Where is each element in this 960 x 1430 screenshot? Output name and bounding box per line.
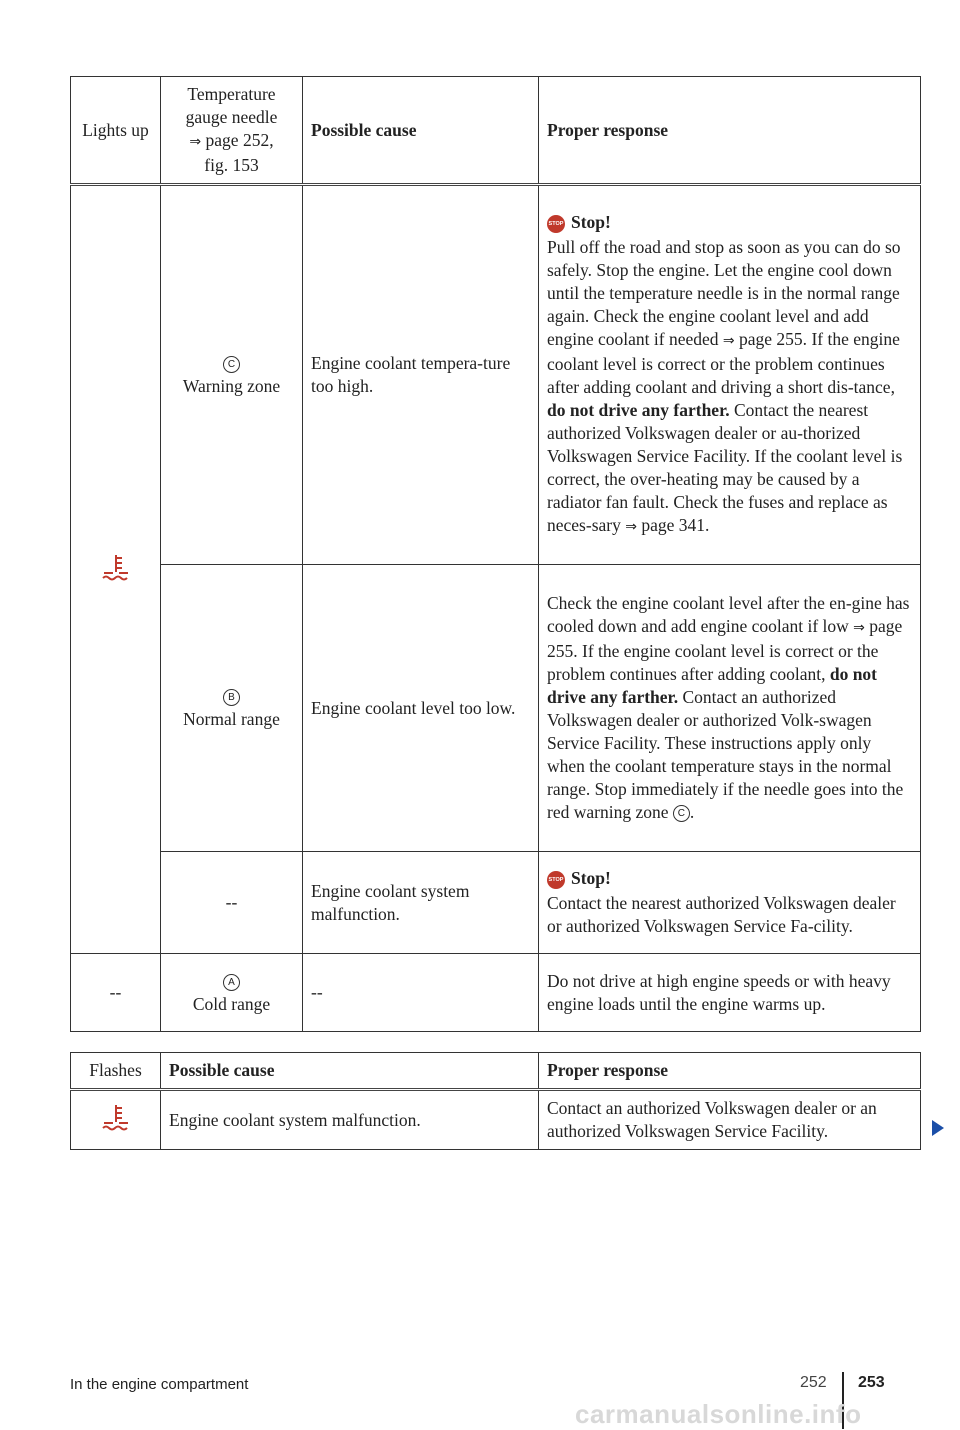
table-row: [71, 185, 921, 565]
circle-letter-c-icon: C: [223, 356, 240, 373]
gauge-normal-range: [161, 565, 303, 852]
gauge-warning-zone: [161, 185, 303, 565]
stop-heading: STOP Stop!: [548, 868, 611, 888]
table-row: [71, 954, 921, 1032]
response-cell: Do not drive at high engine speeds or with heavy engine loads until the engine warms up.: [539, 954, 921, 1032]
section-title: In the engine compartment: [70, 1376, 249, 1393]
page-number-left: 252: [800, 1374, 827, 1391]
page-link[interactable]: page 255.: [739, 329, 808, 349]
page-number-right: 253: [858, 1374, 885, 1391]
continue-arrow-icon[interactable]: [932, 1120, 944, 1136]
header-possible-cause: Possible cause: [161, 1053, 539, 1090]
arrow-right-icon: ⇒: [189, 134, 202, 150]
table-row: [71, 852, 921, 954]
gauge-none: --: [161, 852, 303, 954]
header-gauge-line2: gauge needle: [185, 107, 278, 127]
cause-cell: Engine coolant system malfunction.: [303, 852, 539, 954]
response-cell: Contact an authorized Volkswagen dealer or an authorized Volkswagen Service Facility.: [539, 1090, 921, 1150]
header-gauge-line3[interactable]: page 252,: [205, 130, 274, 150]
response-text: Pull off the road and stop as soon as you can do so safely. Stop the engine. Let the engine cool down until the temperature needle is in the normal range again. Check the engine coolant level and add engine coolant if needed ⇒ page 255. If the engine coolant level is correct or the problem continues after adding coolant and driving a short dis-tance, do not drive any farther. Contact the nearest authorized Volkswagen dealer or au-thorized Volkswagen Service Facility. If the coolant level is correct, the over-heating may be caused by a radiator fan fault. Check the fuses and replace as neces-sary ⇒ page 341.: [547, 237, 903, 535]
header-gauge-line1: Temperature: [187, 84, 276, 104]
coolant-indicator-table: [70, 76, 921, 1032]
header-gauge-needle: [161, 77, 303, 185]
gauge-cold-range: [161, 954, 303, 1032]
response-cell: [539, 185, 921, 565]
table-row: [71, 565, 921, 852]
circle-letter-a-icon: A: [223, 974, 240, 991]
watermark: carmanualsonline.info: [575, 1399, 862, 1429]
circle-letter-c-icon: C: [673, 805, 690, 822]
header-proper-response: Proper response: [539, 77, 921, 185]
table-header-row: [71, 1053, 921, 1090]
circle-letter-b-icon: B: [223, 689, 240, 706]
flashing-light-cell: [71, 1090, 161, 1150]
lights-none: --: [71, 954, 161, 1032]
cause-cell: Engine coolant system malfunction.: [161, 1090, 539, 1150]
arrow-right-icon: ⇒: [853, 620, 865, 636]
header-lights-up: Lights up: [71, 77, 161, 185]
stop-icon: STOP: [547, 215, 565, 233]
header-gauge-line4: fig. 153: [204, 155, 259, 175]
arrow-right-icon: ⇒: [722, 333, 735, 349]
cause-cell: --: [303, 954, 539, 1032]
header-possible-cause: Possible cause: [303, 77, 539, 185]
table-header-row: [71, 77, 921, 185]
coolant-warning-light-cell: [71, 185, 161, 954]
table-row: [71, 1090, 921, 1150]
response-text: Contact the nearest authorized Volkswagen dealer or authorized Volkswagen Service Fa-cility.: [547, 893, 896, 936]
header-proper-response: Proper response: [539, 1053, 921, 1090]
response-cell: Check the engine coolant level after the en-gine has cooled down and add engine coolant if low ⇒ page 255. If the engine coolant level is correct or the problem continues after adding coolant, do not drive any farther. Contact an authorized Volkswagen dealer or authorized Volk-swagen Service Facility. These instructions apply only when the coolant temperature stays in the normal range. Stop immediately if the needle goes into the red warning zone C .: [539, 565, 921, 852]
header-flashes: Flashes: [71, 1053, 161, 1090]
stop-icon: STOP: [547, 871, 565, 889]
response-cell: [539, 852, 921, 954]
stop-heading: STOP Stop!: [548, 212, 611, 232]
coolant-temperature-warning-icon: [99, 552, 133, 582]
arrow-right-icon: ⇒: [625, 519, 637, 535]
header-gauge-page-ref: [169, 129, 294, 154]
gauge-label: Cold range: [192, 993, 271, 1014]
page-link[interactable]: page 341.: [641, 515, 710, 535]
cause-cell: Engine coolant tempera-ture too high.: [303, 185, 539, 565]
gauge-label: Normal range: [183, 709, 280, 729]
gauge-label: Warning zone: [182, 376, 281, 396]
coolant-temperature-warning-icon: [99, 1102, 133, 1132]
cause-cell: Engine coolant level too low.: [303, 565, 539, 852]
coolant-flashing-table: [70, 1052, 921, 1150]
page-link[interactable]: page 255.: [547, 616, 903, 661]
